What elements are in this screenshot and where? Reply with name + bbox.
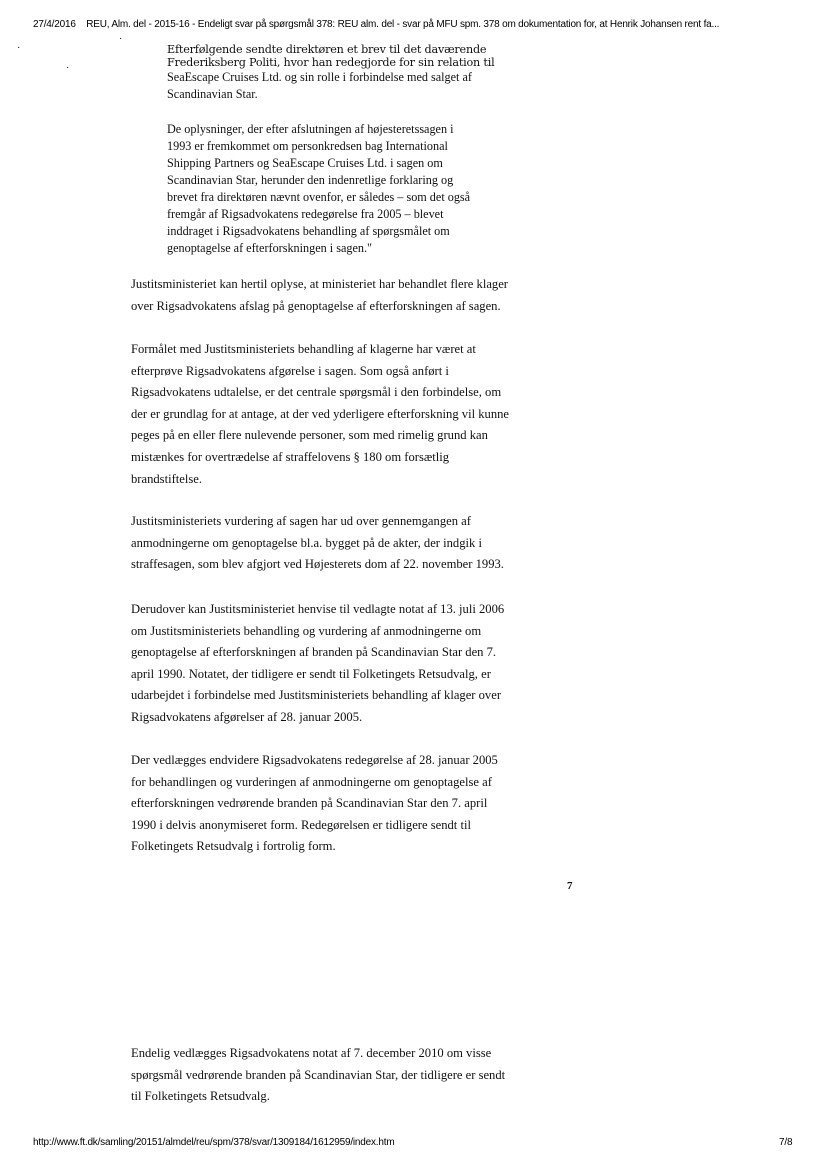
text-line: om Justitsministeriets behandling og vurdering af anmodningerne om xyxy=(131,623,482,638)
text-line: brevet fra direktøren nævnt ovenfor, er således – som det også xyxy=(167,190,471,204)
body-paragraph-5 xyxy=(131,750,571,858)
text-line: efterprøve Rigsadvokatens afgørelse i sagen. Som også anført i xyxy=(131,363,449,378)
text-line: mistænkes for overtrædelse af straffelovens § 180 om forsætlig xyxy=(131,449,450,464)
scan-dot: · xyxy=(119,33,123,44)
text-line: til Folketingets Retsudvalg. xyxy=(131,1089,270,1104)
text-line: Justitsministeriet kan hertil oplyse, at ministeriet har behandlet flere klager xyxy=(131,277,509,291)
text-line: Efterfølgende sendte direktøren et brev til det daværende xyxy=(167,43,487,56)
text-line: genoptagelse af efterforskningen i sagen." xyxy=(167,241,372,255)
body-paragraph-1 xyxy=(131,274,571,317)
text-line: SeaEscape Cruises Ltd. og sin rolle i forbindelse med salget af xyxy=(167,70,472,84)
text-line: Rigsadvokatens udtalelse, er det centrale spørgsmål i den forbindelse, om xyxy=(131,385,502,400)
text-line: efterforskningen vedrørende branden på Scandinavian Star den 7. april xyxy=(131,796,488,811)
text-line: anmodningerne om genoptagelse bl.a. bygget på de akter, der indgik i xyxy=(131,535,482,550)
text-line: Justitsministeriets vurdering af sagen har ud over gennemgangen af xyxy=(131,514,471,528)
text-line: Scandinavian Star, herunder den indenretlige forklaring og xyxy=(167,173,454,187)
text-line: genoptagelse af efterforskningen af branden på Scandinavian Star den 7. xyxy=(131,645,497,660)
text-line: Frederiksberg Politi, hvor han redegjorde for sin relation til xyxy=(167,56,495,69)
text-line: udarbejdet i forbindelse med Justitsministeriets behandling af klager over xyxy=(131,688,502,703)
scan-dot: · xyxy=(66,62,70,73)
body-paragraph-6 xyxy=(131,1043,571,1108)
print-title: REU, Alm. del - 2015-16 - Endeligt svar på spørgsmål 378: REU alm. del - svar på MFU spm. 378 om dokumentation for, at Henrik Johansen rent fa... xyxy=(86,19,720,30)
body-paragraph-2 xyxy=(131,339,571,490)
scan-dot: · xyxy=(17,42,21,53)
print-header xyxy=(33,19,719,30)
text-line: der er grundlag for at antage, at der ved yderligere efterforskning vil kunne xyxy=(131,406,510,421)
print-footer-page: 7/8 xyxy=(779,1137,793,1148)
text-line: 1990 i delvis anonymiseret form. Redegørelsen er tidligere sendt til xyxy=(131,817,471,832)
text-line: peges på en eller flere nulevende personer, som med rimelig grund kan xyxy=(131,428,488,443)
text-line: fremgår af Rigsadvokatens redegørelse fra 2005 – blevet xyxy=(167,207,444,221)
body-paragraph-3 xyxy=(131,511,571,576)
text-line: Endelig vedlægges Rigsadvokatens notat af 7. december 2010 om visse xyxy=(131,1046,492,1060)
text-line: spørgsmål vedrørende branden på Scandinavian Star, der tidligere er sendt xyxy=(131,1067,506,1082)
text-line: inddraget i Rigsadvokatens behandling af spørgsmålet om xyxy=(167,224,450,238)
page-number: 7 xyxy=(567,880,573,892)
text-line: Scandinavian Star. xyxy=(167,87,258,101)
text-line: De oplysninger, der efter afslutningen af højesteretssagen i xyxy=(167,122,454,136)
print-footer-url: http://www.ft.dk/samling/20151/almdel/reu/spm/378/svar/1309184/1612959/index.htm xyxy=(33,1137,395,1148)
text-line: Formålet med Justitsministeriets behandling af klagerne har været at xyxy=(131,342,476,356)
text-line: Shipping Partners og SeaEscape Cruises Ltd. i sagen om xyxy=(167,156,443,170)
quote-paragraph-2 xyxy=(167,121,567,257)
text-line: Rigsadvokatens afgørelser af 28. januar 2005. xyxy=(131,709,363,724)
text-line: over Rigsadvokatens afslag på genoptagelse af efterforskningen af sagen. xyxy=(131,298,501,313)
text-line: Derudover kan Justitsministeriet henvise til vedlagte notat af 13. juli 2006 xyxy=(131,602,505,616)
print-date: 27/4/2016 xyxy=(33,19,76,30)
text-line: for behandlingen og vurderingen af anmodningerne om genoptagelse af xyxy=(131,774,492,789)
text-line: straffesagen, som blev afgjort ved Højesterets dom af 22. november 1993. xyxy=(131,557,504,572)
text-line: april 1990. Notatet, der tidligere er sendt til Folketingets Retsudvalg, er xyxy=(131,666,491,681)
text-line: Folketingets Retsudvalg i fortrolig form. xyxy=(131,839,336,854)
body-paragraph-4 xyxy=(131,599,571,729)
text-line: 1993 er fremkommet om personkredsen bag International xyxy=(167,139,448,153)
quote-paragraph-1 xyxy=(167,43,567,103)
text-line: brandstiftelse. xyxy=(131,471,202,486)
text-line: Der vedlægges endvidere Rigsadvokatens redegørelse af 28. januar 2005 xyxy=(131,753,498,767)
